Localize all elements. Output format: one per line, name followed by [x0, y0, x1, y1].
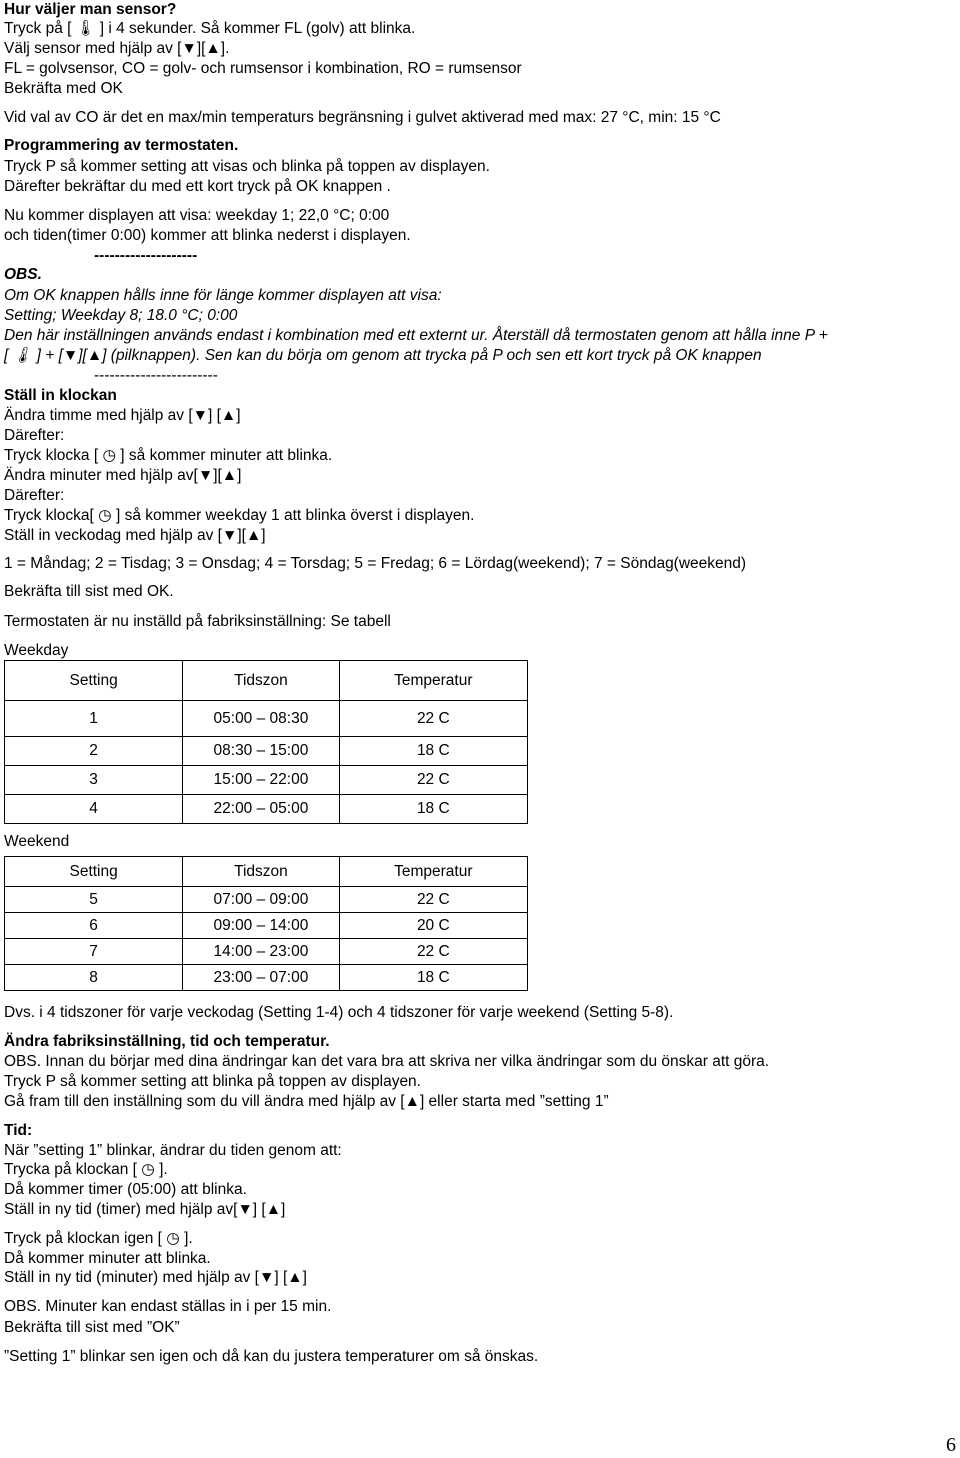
- separator-2: ------------------------: [94, 367, 218, 384]
- weekend-cell: 14:00 – 23:00: [183, 939, 339, 965]
- weekday-cell: 05:00 – 08:30: [183, 701, 339, 737]
- weekday-cell: 22:00 – 05:00: [183, 795, 339, 824]
- clock-heading: Ställ in klockan: [4, 387, 117, 404]
- weekend-cell: 22 C: [339, 939, 527, 965]
- weekend-table: [4, 856, 528, 991]
- weekday-list: 1 = Måndag; 2 = Tisdag; 3 = Onsdag; 4 = Torsdag; 5 = Fredag; 6 = Lördag(weekend); 7 = Söndag(weekend): [4, 555, 747, 572]
- obs-line-2: Setting; Weekday 8; 18.0 °C; 0:00: [4, 307, 238, 324]
- weekday-header-tidszon: Tidszon: [183, 661, 339, 701]
- clock-line-7: Ställ in veckodag med hjälp av [▼][▲]: [4, 527, 266, 544]
- tid-line-9: Bekräfta till sist med ”OK”: [4, 1319, 180, 1336]
- sensor-line-2: Välj sensor med hjälp av [▼][▲].: [4, 40, 230, 57]
- weekend-cell: 22 C: [339, 887, 527, 913]
- obs-line-4: [ 🌡 ] + [▼][▲] (pilknappen). Sen kan du börja om genom att trycka på P och sen ett kort tryck på OK knappen: [4, 347, 762, 364]
- weekday-cell: 2: [5, 737, 183, 766]
- weekday-cell: 22 C: [339, 701, 527, 737]
- weekday-header-temperatur: Temperatur: [339, 661, 527, 701]
- tid-line-6: Då kommer minuter att blinka.: [4, 1250, 211, 1267]
- clock-confirm: Bekräfta till sist med OK.: [4, 583, 174, 600]
- tid-line-5: Tryck på klockan igen [ ◷ ].: [4, 1230, 193, 1247]
- weekday-cell: 15:00 – 22:00: [183, 766, 339, 795]
- page-number: 6: [946, 1434, 956, 1456]
- sensor-line-5: Vid val av CO är det en max/min temperaturs begränsning i gulvet aktiverad med max: 27 °C, min: 15 °C: [4, 109, 721, 126]
- weekend-cell: 5: [5, 887, 183, 913]
- weekday-cell: 3: [5, 766, 183, 795]
- weekday-table: [4, 660, 528, 824]
- tid-line-3: Då kommer timer (05:00) att blinka.: [4, 1181, 247, 1198]
- weekday-header-setting: Setting: [5, 661, 183, 701]
- weekday-cell: 4: [5, 795, 183, 824]
- weekend-header-setting: Setting: [5, 857, 183, 887]
- weekday-cell: 18 C: [339, 737, 527, 766]
- weekend-header-temperatur: Temperatur: [339, 857, 527, 887]
- change-line-3: Gå fram till den inställning som du vill ändra med hjälp av [▲] eller starta med ”setting 1”: [4, 1093, 609, 1110]
- weekend-cell: 18 C: [339, 965, 527, 991]
- tid-line-4: Ställ in ny tid (timer) med hjälp av[▼] [▲]: [4, 1201, 286, 1218]
- factory-settings-line: Termostaten är nu inställd på fabriksinställning: Se tabell: [4, 613, 391, 630]
- obs-line-3: Den här inställningen används endast i kombination med ett externt ur. Återställ då termostaten genom att hålla inne P +: [4, 327, 828, 344]
- clock-line-2: Därefter:: [4, 427, 65, 444]
- obs-line-1: Om OK knappen hålls inne för länge kommer displayen att visa:: [4, 287, 442, 304]
- sensor-heading: Hur väljer man sensor?: [4, 1, 177, 18]
- tid-line-8: OBS. Minuter kan endast ställas in i per 15 min.: [4, 1298, 332, 1315]
- weekend-cell: 23:00 – 07:00: [183, 965, 339, 991]
- tid-line-7: Ställ in ny tid (minuter) med hjälp av [▼] [▲]: [4, 1269, 307, 1286]
- weekend-label: Weekend: [4, 833, 70, 850]
- clock-line-5: Därefter:: [4, 487, 65, 504]
- prog-line-2: Därefter bekräftar du med ett kort tryck på OK knappen .: [4, 178, 391, 195]
- weekend-cell: 8: [5, 965, 183, 991]
- change-line-2: Tryck P så kommer setting att blinka på toppen av displayen.: [4, 1073, 421, 1090]
- sensor-line-4: Bekräfta med OK: [4, 80, 123, 97]
- clock-line-3: Tryck klocka [ ◷ ] så kommer minuter att blinka.: [4, 447, 333, 464]
- weekend-cell: 6: [5, 913, 183, 939]
- weekday-cell: 18 C: [339, 795, 527, 824]
- weekend-cell: 7: [5, 939, 183, 965]
- clock-line-4: Ändra minuter med hjälp av[▼][▲]: [4, 467, 242, 484]
- weekend-cell: 07:00 – 09:00: [183, 887, 339, 913]
- summary-line: Dvs. i 4 tidszoner för varje veckodag (Setting 1-4) och 4 tidszoner för varje weekend (Setting 5-8).: [4, 1004, 674, 1021]
- tid-line-1: När ”setting 1” blinkar, ändrar du tiden genom att:: [4, 1142, 342, 1159]
- sensor-line-3: FL = golvsensor, CO = golv- och rumsensor i kombination, RO = rumsensor: [4, 60, 522, 77]
- tid-line-2: Trycka på klockan [ ◷ ].: [4, 1161, 168, 1178]
- prog-line-1: Tryck P så kommer setting att visas och blinka på toppen av displayen.: [4, 158, 490, 175]
- obs-heading: OBS.: [4, 266, 42, 283]
- separator-1: --------------------: [94, 247, 198, 264]
- prog-line-3: Nu kommer displayen att visa: weekday 1; 22,0 °C; 0:00: [4, 207, 390, 224]
- weekday-cell: 08:30 – 15:00: [183, 737, 339, 766]
- tid-heading: Tid:: [4, 1122, 33, 1139]
- weekend-header-tidszon: Tidszon: [183, 857, 339, 887]
- prog-line-4: och tiden(timer 0:00) kommer att blinka nederst i displayen.: [4, 227, 411, 244]
- weekday-cell: 1: [5, 701, 183, 737]
- sensor-line-1: Tryck på [ 🌡 ] i 4 sekunder. Så kommer FL (golv) att blinka.: [4, 20, 416, 37]
- weekend-cell: 09:00 – 14:00: [183, 913, 339, 939]
- clock-line-1: Ändra timme med hjälp av [▼] [▲]: [4, 407, 241, 424]
- weekend-cell: 20 C: [339, 913, 527, 939]
- tid-line-10: ”Setting 1” blinkar sen igen och då kan du justera temperaturer om så önskas.: [4, 1348, 539, 1365]
- clock-line-6: Tryck klocka[ ◷ ] så kommer weekday 1 att blinka överst i displayen.: [4, 507, 475, 524]
- weekday-label: Weekday: [4, 642, 69, 659]
- change-line-1: OBS. Innan du börjar med dina ändringar kan det vara bra att skriva ner vilka ändringar som du önskar att göra.: [4, 1053, 770, 1070]
- change-heading: Ändra fabriksinställning, tid och temperatur.: [4, 1033, 330, 1050]
- weekday-cell: 22 C: [339, 766, 527, 795]
- prog-heading: Programmering av termostaten.: [4, 137, 239, 154]
